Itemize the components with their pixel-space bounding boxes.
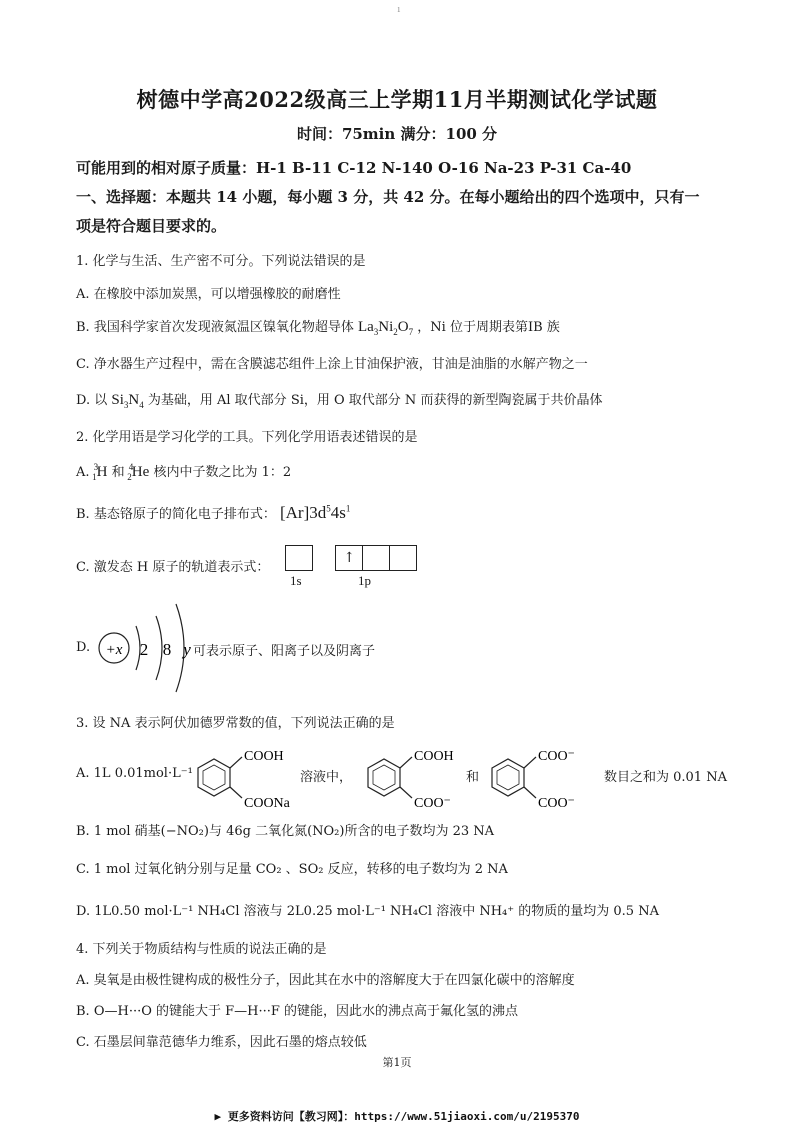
cooh-label: COOH (244, 749, 284, 764)
q2-option-a (76, 461, 291, 482)
orbital-box-1p-1: ↑ (335, 545, 363, 571)
q2-option-a-post: 核内中子数之比为 1：2 (153, 465, 292, 480)
shell-1-count: 2 (139, 640, 149, 659)
q2-option-b (76, 503, 350, 523)
section1-instructions-1: 一、选择题：本题共 14 小题，每小题 3 分，共 42 分。在每小题给出的四个选项中，只有一 (76, 188, 700, 206)
coona-label: COONa (244, 796, 290, 811)
q1-option-d (76, 389, 602, 410)
exam-title: 树德中学高2022级高三上学期11月半期测试化学试题 (136, 87, 658, 112)
coo-minus-label-2: COO⁻ (538, 749, 575, 764)
q1-option-b (76, 316, 560, 337)
nucleus-charge: +x (105, 642, 123, 658)
page-number: 第1页 (382, 1056, 412, 1069)
q3-option-a-mid2: 和 (466, 770, 480, 785)
shell-2-count: 8 (162, 640, 172, 659)
h3-isotope: $^3_1$H (92, 462, 108, 482)
cr-electron-config: $[Ar]3d^54s^1$ (279, 503, 351, 522)
q4-stem: 4. 下列关于物质结构与性质的说法正确的是 (76, 942, 327, 957)
q4-option-c: C. 石墨层间靠范德华力维系，因此石墨的熔点较低 (76, 1035, 367, 1050)
orbital-label-1p: 1p (358, 573, 371, 588)
q1-option-b-post: ，Ni 位于周期表第ⅠB 族 (417, 320, 560, 335)
q3-option-c: C. 1 mol 过氧化钠分别与足量 CO₂ 、SO₂ 反应，转移的电子数均为 2 NA (76, 862, 508, 877)
shell-3-count: y (183, 640, 191, 659)
hydrogen-phthalate-ion-structure (352, 742, 462, 814)
orbital-box-1s (285, 545, 313, 571)
orbital-diagram (285, 545, 417, 571)
q1-option-d-post: 为基础，用 Al 取代部分 Si，用 O 取代部分 N 而获得的新型陶瓷属于共价晶体 (147, 393, 603, 408)
orbital-box-1p-2 (363, 545, 390, 571)
coo-minus-label: COO⁻ (414, 796, 451, 811)
orbital-label-1s: 1s (290, 573, 302, 588)
footer-link[interactable]: ▶ 更多资料访问【教习网】：https://www.51jiaoxi.com/u/2195370 (214, 1110, 580, 1123)
q1-stem: 1. 化学与生活、生产密不可分。下列说法错误的是 (76, 254, 366, 269)
q2-option-a-label: A. (76, 465, 94, 480)
q2-option-a-mid: 和 (111, 465, 125, 480)
q3-option-a-mid1: 溶液中， (300, 770, 353, 785)
q4-option-a: A. 臭氧是由极性键构成的极性分子，因此其在水中的溶解度大于在四氯化碳中的溶解度 (76, 973, 575, 988)
q3-option-b: B. 1 mol 硝基(−NO₂)与 46g 二氧化氮(NO₂)所含的电子数均为 23 NA (76, 824, 495, 839)
q2-option-d-text: 可表示原子、阳离子以及阴离子 (193, 644, 376, 659)
cooh-label-2: COOH (414, 749, 454, 764)
q3-stem: 3. 设 NA 表示阿伏加德罗常数的值，下列说法正确的是 (76, 716, 395, 731)
q1-option-a: A. 在橡胶中添加炭黑，可以增强橡胶的耐磨性 (76, 287, 341, 302)
coo-minus-label-3: COO⁻ (538, 796, 575, 811)
q1-option-b-pre: B. 我国科学家首次发现液氮温区镍氧化物超导体 (76, 320, 354, 335)
q4-option-b: B. O—H···O 的键能大于 F—H···F 的键能，因此水的沸点高于氟化氢的沸点 (76, 1004, 519, 1019)
q1-option-d-pre: D. 以 (76, 393, 108, 408)
q3-option-d: D. 1L0.50 mol·L⁻¹ NH₄Cl 溶液与 2L0.25 mol·L⁻¹ NH₄Cl 溶液中 NH₄⁺ 的物质的量均为 0.5 NA (76, 904, 659, 919)
q3-option-a-pre: A. 1L 0.01mol·L⁻¹ (76, 766, 193, 781)
time-score: 时间：75min 满分：100 分 (296, 125, 498, 143)
he4-isotope: $^4_2$He (127, 462, 150, 482)
atomic-structure-diagram (92, 600, 202, 696)
atomic-masses: 可能用到的相对原子质量：H-1 B-11 C-12 N-140 O-16 Na-23 P-31 Ca-40 (76, 159, 632, 177)
phthalate-ion-structure (476, 742, 586, 814)
q2-option-d-label: D. (76, 640, 91, 655)
sodium-hydrogen-phthalate-structure (182, 742, 292, 814)
q2-option-c: C. 激发态 H 原子的轨道表示式： (76, 560, 270, 575)
la3ni2o7-formula: $La_3Ni_2O_7$ (357, 319, 414, 337)
q2-stem: 2. 化学用语是学习化学的工具。下列化学用语表述错误的是 (76, 430, 418, 445)
q1-option-c: C. 净水器生产过程中，需在含膜滤芯组件上涂上甘油保护液，甘油是油脂的水解产物之一 (76, 357, 588, 372)
header-mark: 1 (397, 6, 401, 14)
si3n4-formula: $Si_3N_4$ (111, 392, 144, 410)
q3-option-a-post: 数目之和为 0.01 NA (604, 770, 727, 785)
q2-option-b-pre: B. 基态铬原子的简化电子排布式： (76, 507, 276, 522)
section1-instructions-2: 项是符合题目要求的。 (76, 217, 227, 235)
orbital-box-1p-3 (390, 545, 417, 571)
